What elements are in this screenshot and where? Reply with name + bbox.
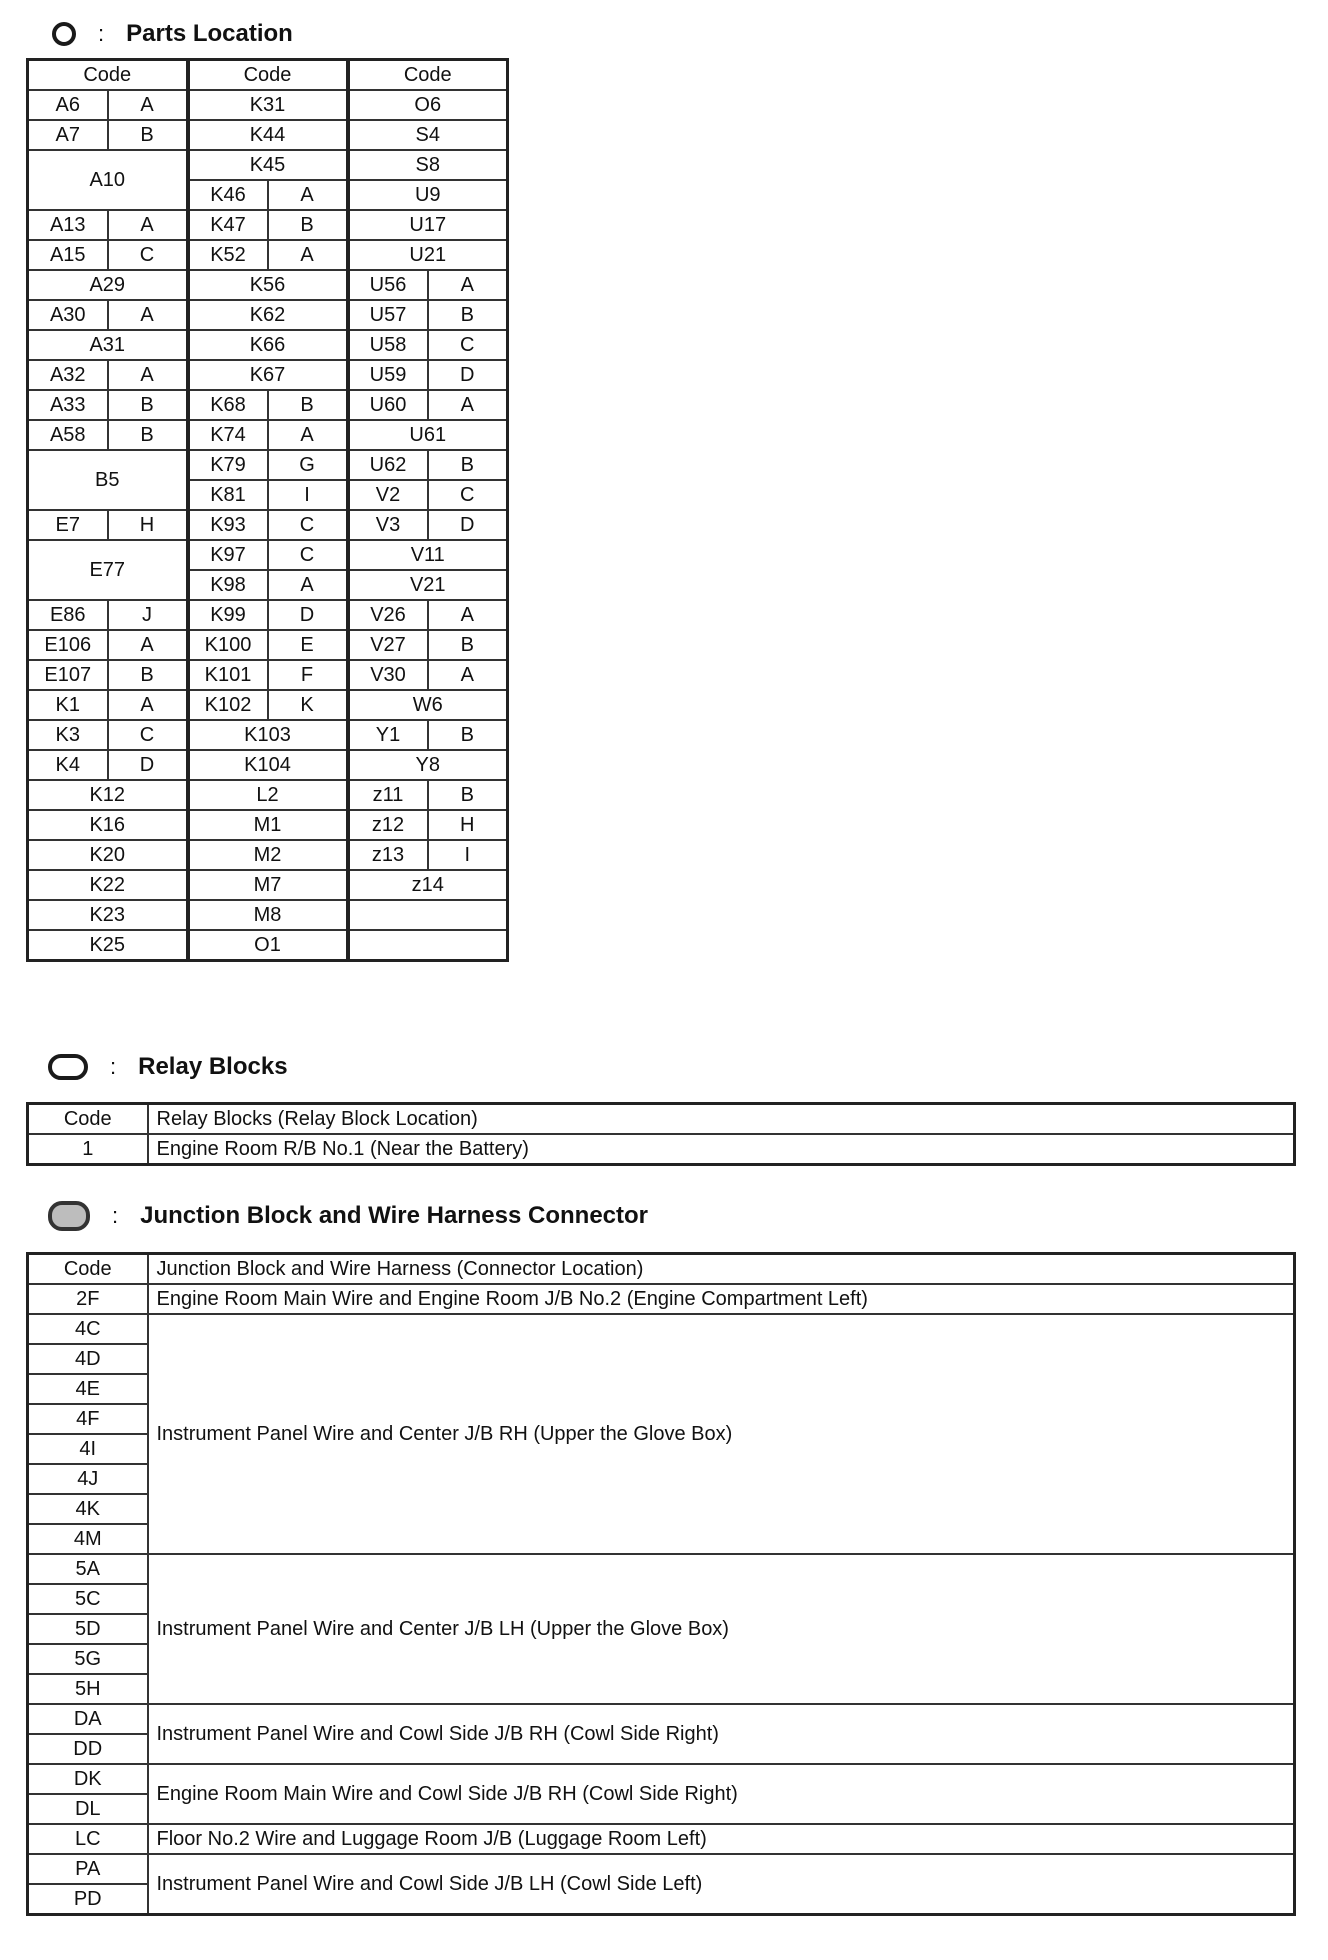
part-connector-letter: A — [268, 420, 348, 450]
junction-code: 4I — [28, 1434, 148, 1464]
junction-row — [28, 1704, 1295, 1734]
part-code: V21 — [348, 570, 508, 600]
junction-desc: Floor No.2 Wire and Luggage Room J/B (Luggage Room Left) — [148, 1824, 1295, 1854]
parts-row — [28, 450, 508, 480]
part-code: A7 — [28, 120, 108, 150]
parts-row — [28, 150, 508, 180]
part-code: A31 — [28, 330, 188, 360]
part-code: K22 — [28, 870, 188, 900]
junction-code: 4D — [28, 1344, 148, 1374]
parts-row — [28, 810, 508, 840]
part-connector-letter: B — [108, 390, 188, 420]
part-code: A58 — [28, 420, 108, 450]
part-connector-letter: A — [108, 90, 188, 120]
part-connector-letter: H — [108, 510, 188, 540]
part-code: K98 — [188, 570, 268, 600]
junction-block-colon: : — [112, 1203, 119, 1228]
parts-row — [28, 780, 508, 810]
junction-code: PA — [28, 1854, 148, 1884]
part-code: K104 — [188, 750, 348, 780]
part-code: A32 — [28, 360, 108, 390]
part-connector-letter: G — [268, 450, 348, 480]
junction-desc: Instrument Panel Wire and Cowl Side J/B RH (Cowl Side Right) — [148, 1704, 1295, 1764]
part-code: K46 — [188, 180, 268, 210]
junction-code: 4J — [28, 1464, 148, 1494]
part-code: K31 — [188, 90, 348, 120]
junction-code: DL — [28, 1794, 148, 1824]
junction-code: DD — [28, 1734, 148, 1764]
parts-row — [28, 210, 508, 240]
part-connector-letter: A — [108, 300, 188, 330]
parts-row — [28, 420, 508, 450]
parts-row — [28, 870, 508, 900]
part-code — [348, 930, 508, 961]
part-code: K99 — [188, 600, 268, 630]
part-code: K16 — [28, 810, 188, 840]
part-code: K1 — [28, 690, 108, 720]
parts-row — [28, 360, 508, 390]
part-connector-letter: B — [428, 630, 508, 660]
parts-row — [28, 660, 508, 690]
junction-code: 5C — [28, 1584, 148, 1614]
part-code: M8 — [188, 900, 348, 930]
part-code: K20 — [28, 840, 188, 870]
junction-desc: Instrument Panel Wire and Center J/B RH (Upper the Glove Box) — [148, 1314, 1295, 1554]
part-connector-letter: I — [428, 840, 508, 870]
part-connector-letter: D — [428, 510, 508, 540]
part-code: K79 — [188, 450, 268, 480]
part-code: U59 — [348, 360, 428, 390]
junction-row — [28, 1764, 1295, 1794]
part-connector-letter: C — [108, 720, 188, 750]
part-code: K44 — [188, 120, 348, 150]
part-code: K74 — [188, 420, 268, 450]
part-code: S4 — [348, 120, 508, 150]
junction-header-code: Code — [28, 1254, 148, 1285]
part-code: z13 — [348, 840, 428, 870]
part-code: K52 — [188, 240, 268, 270]
junction-code: DK — [28, 1764, 148, 1794]
part-connector-letter: A — [108, 630, 188, 660]
part-code: M1 — [188, 810, 348, 840]
part-connector-letter: C — [428, 330, 508, 360]
relay-code: 1 — [28, 1134, 148, 1165]
parts-location-colon: : — [98, 21, 105, 46]
part-connector-letter: C — [428, 480, 508, 510]
junction-header-desc: Junction Block and Wire Harness (Connector Location) — [148, 1254, 1295, 1285]
part-code: K101 — [188, 660, 268, 690]
junction-code: 4F — [28, 1404, 148, 1434]
part-code: K102 — [188, 690, 268, 720]
part-code: K56 — [188, 270, 348, 300]
parts-row — [28, 690, 508, 720]
part-connector-letter: I — [268, 480, 348, 510]
part-connector-letter: B — [108, 660, 188, 690]
junction-desc: Instrument Panel Wire and Cowl Side J/B LH (Cowl Side Left) — [148, 1854, 1295, 1915]
parts-row — [28, 630, 508, 660]
parts-header-code: Code — [348, 60, 508, 91]
parts-row — [28, 600, 508, 630]
parts-row — [28, 270, 508, 300]
parts-row — [28, 930, 508, 961]
part-connector-letter: B — [428, 300, 508, 330]
part-code: K45 — [188, 150, 348, 180]
part-connector-letter: C — [108, 240, 188, 270]
junction-row — [28, 1824, 1295, 1854]
part-code: V11 — [348, 540, 508, 570]
part-code: U62 — [348, 450, 428, 480]
part-code: K25 — [28, 930, 188, 961]
part-connector-letter: A — [108, 690, 188, 720]
part-code: S8 — [348, 150, 508, 180]
part-code: B5 — [28, 450, 188, 510]
parts-row — [28, 840, 508, 870]
parts-row — [28, 90, 508, 120]
junction-desc: Engine Room Main Wire and Engine Room J/B No.2 (Engine Compartment Left) — [148, 1284, 1295, 1314]
relay-block-oval-icon — [48, 1054, 88, 1080]
part-code: E77 — [28, 540, 188, 600]
junction-code: 2F — [28, 1284, 148, 1314]
part-connector-letter: D — [268, 600, 348, 630]
junction-row — [28, 1854, 1295, 1884]
part-code: K103 — [188, 720, 348, 750]
parts-row — [28, 900, 508, 930]
relay-header-code: Code — [28, 1104, 148, 1135]
junction-desc: Instrument Panel Wire and Center J/B LH (Upper the Glove Box) — [148, 1554, 1295, 1704]
parts-header-code: Code — [28, 60, 188, 91]
junction-row — [28, 1554, 1295, 1584]
part-connector-letter: B — [108, 120, 188, 150]
relay-desc: Engine Room R/B No.1 (Near the Battery) — [148, 1134, 1295, 1165]
part-connector-letter: D — [108, 750, 188, 780]
part-code: U56 — [348, 270, 428, 300]
part-code: V2 — [348, 480, 428, 510]
part-code: U58 — [348, 330, 428, 360]
part-connector-letter: F — [268, 660, 348, 690]
junction-code: DA — [28, 1704, 148, 1734]
junction-block-heading — [52, 1196, 648, 1236]
part-code: E107 — [28, 660, 108, 690]
parts-location-title: Parts Location — [126, 20, 293, 47]
junction-desc: Engine Room Main Wire and Cowl Side J/B RH (Cowl Side Right) — [148, 1764, 1295, 1824]
part-code: V3 — [348, 510, 428, 540]
junction-block-table — [26, 1252, 1296, 1916]
part-code: E106 — [28, 630, 108, 660]
part-code: E7 — [28, 510, 108, 540]
part-code: K12 — [28, 780, 188, 810]
part-connector-letter: C — [268, 540, 348, 570]
part-connector-letter: A — [428, 660, 508, 690]
part-code: K100 — [188, 630, 268, 660]
parts-header-code: Code — [188, 60, 348, 91]
part-connector-letter: B — [268, 210, 348, 240]
part-connector-letter: K — [268, 690, 348, 720]
parts-row — [28, 510, 508, 540]
part-connector-letter: B — [428, 450, 508, 480]
part-code: K66 — [188, 330, 348, 360]
junction-code: 4K — [28, 1494, 148, 1524]
part-connector-letter: C — [268, 510, 348, 540]
part-connector-letter: A — [428, 390, 508, 420]
part-code: K97 — [188, 540, 268, 570]
part-code: U57 — [348, 300, 428, 330]
part-code: U17 — [348, 210, 508, 240]
part-code: M2 — [188, 840, 348, 870]
junction-code: 5G — [28, 1644, 148, 1674]
part-code: O6 — [348, 90, 508, 120]
junction-code: 4M — [28, 1524, 148, 1554]
part-code: K23 — [28, 900, 188, 930]
part-code: V30 — [348, 660, 428, 690]
part-code: A15 — [28, 240, 108, 270]
relay-blocks-heading — [52, 1047, 288, 1087]
part-code: U21 — [348, 240, 508, 270]
junction-row — [28, 1284, 1295, 1314]
relay-header-row — [28, 1104, 1295, 1135]
part-code: U9 — [348, 180, 508, 210]
part-connector-letter: D — [428, 360, 508, 390]
part-code: O1 — [188, 930, 348, 961]
part-code: M7 — [188, 870, 348, 900]
parts-row — [28, 240, 508, 270]
part-code: K81 — [188, 480, 268, 510]
part-code: K62 — [188, 300, 348, 330]
part-code: A30 — [28, 300, 108, 330]
part-connector-letter: A — [428, 600, 508, 630]
junction-code: LC — [28, 1824, 148, 1854]
junction-code: PD — [28, 1884, 148, 1915]
part-connector-letter: A — [268, 240, 348, 270]
part-connector-letter: E — [268, 630, 348, 660]
part-connector-letter: A — [108, 210, 188, 240]
parts-location-table — [26, 58, 509, 962]
part-code: U61 — [348, 420, 508, 450]
part-code: E86 — [28, 600, 108, 630]
part-code: Y8 — [348, 750, 508, 780]
part-code: z11 — [348, 780, 428, 810]
part-connector-letter: A — [428, 270, 508, 300]
part-code: K47 — [188, 210, 268, 240]
part-code: K4 — [28, 750, 108, 780]
part-connector-letter: H — [428, 810, 508, 840]
part-connector-letter: A — [268, 570, 348, 600]
junction-header-row — [28, 1254, 1295, 1285]
junction-code: 4C — [28, 1314, 148, 1344]
junction-code: 5D — [28, 1614, 148, 1644]
parts-location-heading — [52, 14, 293, 54]
part-code: V26 — [348, 600, 428, 630]
part-code — [348, 900, 508, 930]
junction-code: 5A — [28, 1554, 148, 1584]
part-connector-letter: B — [268, 390, 348, 420]
part-code: Y1 — [348, 720, 428, 750]
part-code: K3 — [28, 720, 108, 750]
parts-row — [28, 120, 508, 150]
part-code: K68 — [188, 390, 268, 420]
parts-row — [28, 540, 508, 570]
parts-header-row — [28, 60, 508, 91]
relay-blocks-colon: : — [110, 1054, 117, 1079]
parts-row — [28, 750, 508, 780]
part-code: A6 — [28, 90, 108, 120]
relay-blocks-title: Relay Blocks — [138, 1053, 288, 1080]
part-connector-letter: B — [428, 720, 508, 750]
relay-header-desc: Relay Blocks (Relay Block Location) — [148, 1104, 1295, 1135]
parts-row — [28, 330, 508, 360]
part-code: A10 — [28, 150, 188, 210]
parts-location-circle-icon — [52, 22, 76, 46]
junction-row — [28, 1314, 1295, 1344]
junction-block-shaded-oval-icon — [48, 1201, 90, 1231]
relay-blocks-table — [26, 1102, 1296, 1166]
part-code: L2 — [188, 780, 348, 810]
part-code: V27 — [348, 630, 428, 660]
part-code: K93 — [188, 510, 268, 540]
junction-code: 4E — [28, 1374, 148, 1404]
parts-row — [28, 720, 508, 750]
part-connector-letter: J — [108, 600, 188, 630]
junction-code: 5H — [28, 1674, 148, 1704]
parts-row — [28, 300, 508, 330]
part-connector-letter: A — [268, 180, 348, 210]
part-code: A29 — [28, 270, 188, 300]
part-connector-letter: B — [428, 780, 508, 810]
part-connector-letter: A — [108, 360, 188, 390]
junction-block-title: Junction Block and Wire Harness Connector — [140, 1202, 649, 1229]
part-code: U60 — [348, 390, 428, 420]
part-code: z12 — [348, 810, 428, 840]
parts-row — [28, 390, 508, 420]
part-code: A33 — [28, 390, 108, 420]
part-code: A13 — [28, 210, 108, 240]
relay-row — [28, 1134, 1295, 1165]
part-code: z14 — [348, 870, 508, 900]
part-connector-letter: B — [108, 420, 188, 450]
part-code: W6 — [348, 690, 508, 720]
part-code: K67 — [188, 360, 348, 390]
